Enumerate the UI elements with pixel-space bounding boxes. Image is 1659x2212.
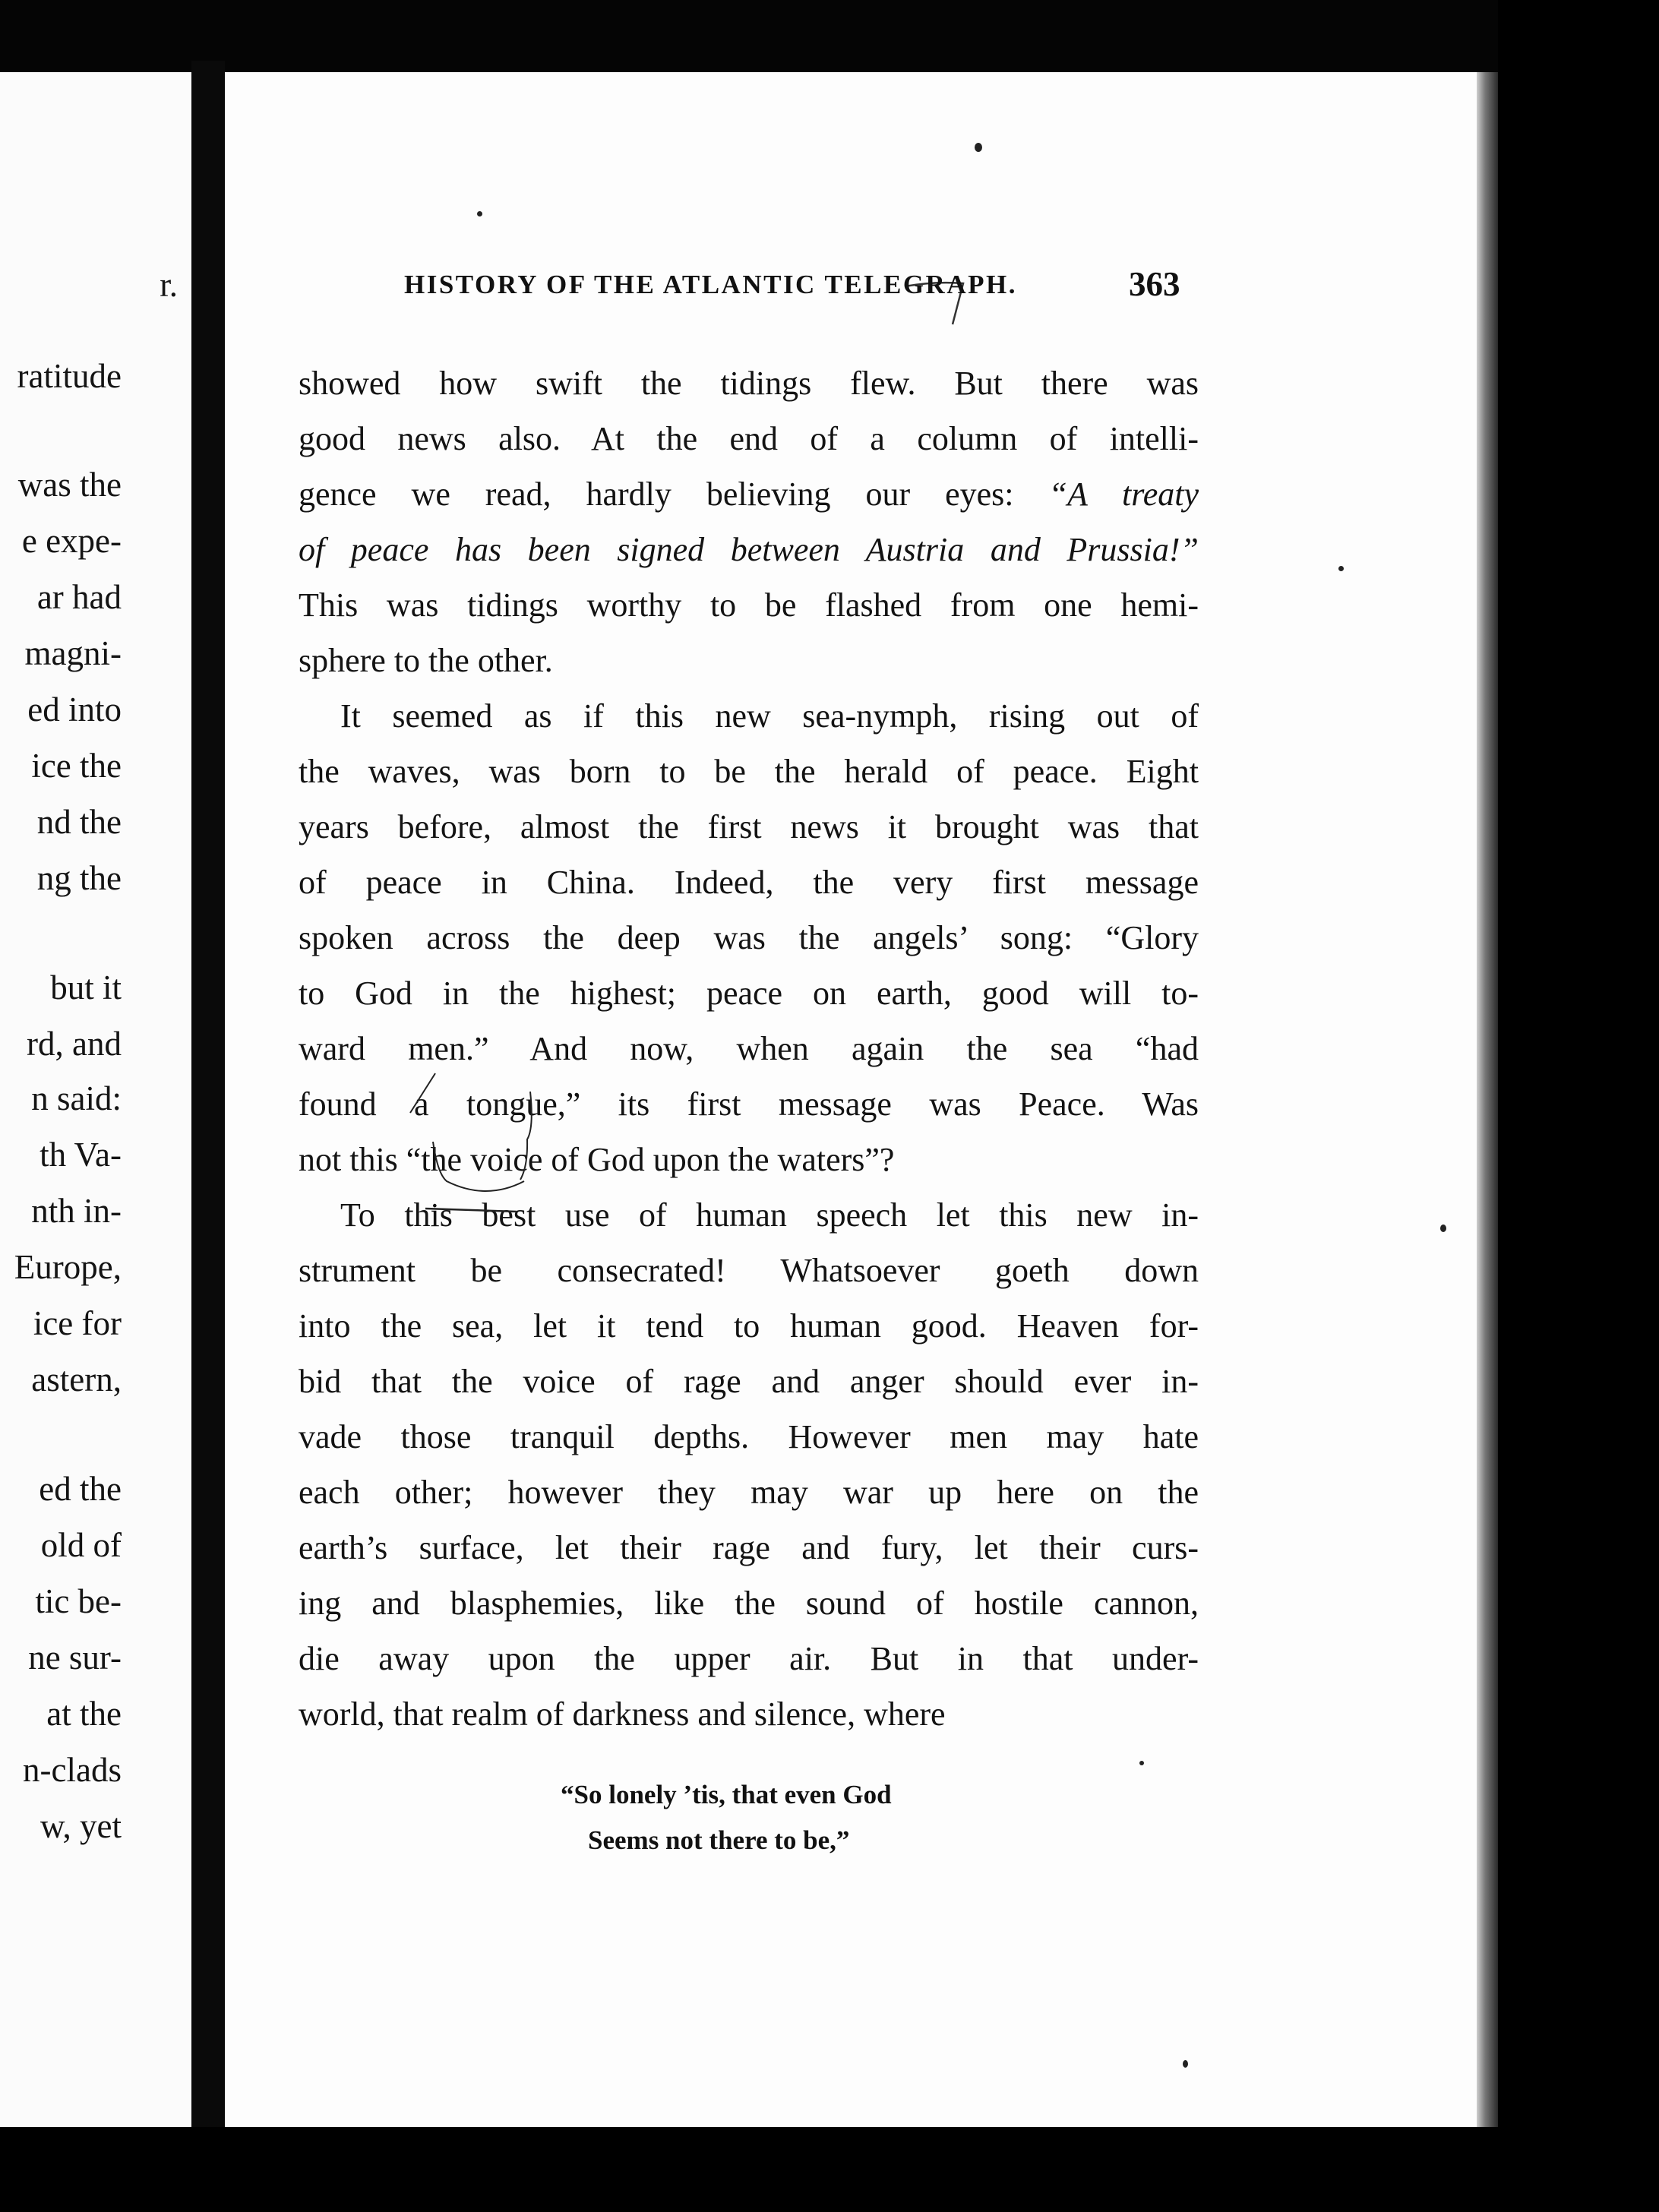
text-line: earth’s surface, let their rage and fury, let their curs-	[299, 1529, 1199, 1566]
left-page-fragment	[0, 971, 191, 1005]
left-page-fragment	[0, 690, 191, 728]
ink-speck	[1183, 2060, 1188, 2068]
fragment-text: n-clads	[23, 1751, 122, 1789]
fragment-text: magni-	[24, 634, 122, 672]
left-page-fragment	[0, 1079, 191, 1117]
left-page-fragment	[0, 1250, 191, 1285]
verse-quote	[561, 1772, 892, 1863]
pencil-annotation	[365, 1052, 592, 1227]
text-line: It seemed as if this new sea-nymph, rising out of	[340, 697, 1199, 735]
fragment-text: ar had	[36, 578, 122, 616]
fragment-text: nd the	[36, 803, 122, 841]
text-line: each other; however they may war up here on the	[299, 1474, 1199, 1511]
text-line: strument be consecrated! Whatsoever goeth down	[299, 1252, 1199, 1289]
fragment-text: r.	[160, 266, 178, 304]
book-gutter	[191, 61, 225, 2150]
page-edge-shadow	[1477, 72, 1498, 2142]
fragment-text: was the	[17, 466, 122, 504]
running-head: HISTORY OF THE ATLANTIC TELEGRAPH.	[404, 270, 1017, 299]
left-page-fragment	[0, 1809, 191, 1844]
text-line: years before, almost the first news it brought was that	[299, 808, 1199, 845]
fragment-text: ng the	[36, 859, 122, 897]
fragment-text: n said:	[31, 1079, 122, 1117]
left-page-fragment	[0, 580, 191, 615]
fragment-text: but it	[50, 969, 122, 1006]
left-page-fragment	[0, 1528, 191, 1563]
fragment-text: e expe-	[21, 522, 122, 560]
left-page-fragment	[0, 1360, 191, 1398]
left-page-fragment	[0, 524, 191, 558]
text-line: not this “the voice of God upon the waters”?	[299, 1141, 895, 1178]
left-page-fragment	[0, 1582, 191, 1620]
text-line: To this best use of human speech let this new in-	[340, 1196, 1199, 1234]
fragment-text: ne sur-	[28, 1638, 122, 1676]
ink-speck	[477, 211, 482, 216]
fragment-text: tic be-	[35, 1582, 122, 1620]
left-page-fragment	[0, 1304, 191, 1342]
fragment-text: rd, and	[27, 1025, 122, 1063]
text-line: bid that the voice of rage and anger should ever in-	[299, 1363, 1199, 1400]
fragment-text: w, yet	[40, 1807, 122, 1845]
fragment-text: ice the	[31, 747, 122, 785]
fragment-text: old of	[40, 1526, 122, 1564]
left-page-fragment	[0, 861, 191, 896]
left-page-fragment	[0, 1027, 191, 1061]
text-line: This was tidings worthy to be flashed from one hemi-	[299, 586, 1199, 624]
fragment-text: ed into	[27, 690, 122, 728]
text-line: ing and blasphemies, like the sound of hostile cannon,	[299, 1585, 1199, 1622]
left-page-fragment	[0, 468, 191, 502]
verse-line-2: Seems not there to be,”	[588, 1825, 850, 1855]
text-line: spoken across the deep was the angels’ song: “Glory	[299, 919, 1199, 956]
left-page-fragment	[0, 268, 191, 302]
verse-line-1: “So lonely ’tis, that even God	[561, 1780, 892, 1809]
fragment-text: ice for	[33, 1304, 122, 1342]
fragment-text: nth in-	[31, 1192, 122, 1230]
text-line: of peace has been signed between Austria and Prussia!”	[299, 531, 1199, 568]
scan-top-border	[0, 0, 1659, 72]
text-line: vade those tranquil depths. However men may hate	[299, 1418, 1199, 1455]
ink-speck	[1338, 566, 1344, 571]
left-page-fragment	[0, 1638, 191, 1676]
fragment-text: ed the	[39, 1470, 122, 1508]
left-page-fragment	[0, 634, 191, 672]
page-number: 363	[1129, 265, 1180, 303]
fragment-text: ratitude	[17, 357, 122, 395]
fragment-text: astern,	[31, 1360, 122, 1398]
fragment-text: th Va-	[40, 1136, 122, 1174]
ink-speck	[1440, 1224, 1446, 1232]
text-line: world, that realm of darkness and silence, where	[299, 1695, 946, 1733]
text-line: found a tongue,” its first message was Peace. Was	[299, 1085, 1199, 1123]
text-line: into the sea, let it tend to human good. Heaven for-	[299, 1307, 1199, 1345]
fragment-text: at the	[46, 1695, 122, 1733]
ink-speck	[1139, 1761, 1144, 1765]
ink-speck	[975, 143, 982, 152]
left-page-fragment	[0, 1194, 191, 1228]
text-line: gence we read, hardly believing our eyes: “A treaty	[299, 476, 1199, 513]
text-line: sphere to the other.	[299, 642, 553, 679]
text-line: the waves, was born to be the herald of peace. Eight	[299, 753, 1199, 790]
left-page-fragment	[0, 1472, 191, 1506]
text-line: of peace in China. Indeed, the very first message	[299, 864, 1199, 901]
italic-phrase: “A treaty	[1048, 476, 1199, 513]
left-page-fragment	[0, 1697, 191, 1731]
scan-bottom-border	[0, 2127, 1659, 2212]
text-line: ward men.” And now, when again the sea “had	[299, 1030, 1199, 1067]
left-page-fragment	[0, 359, 191, 393]
fragment-text: Europe,	[14, 1248, 122, 1286]
left-page-fragment	[0, 1753, 191, 1787]
left-page	[0, 72, 191, 2142]
scan-right-border	[1498, 0, 1659, 2212]
text-line: good news also. At the end of a column of intelli-	[299, 420, 1199, 457]
left-page-fragment	[0, 749, 191, 783]
text-line: die away upon the upper air. But in that under-	[299, 1640, 1199, 1677]
text-line: showed how swift the tidings flew. But there was	[299, 365, 1199, 402]
left-page-fragment	[0, 805, 191, 839]
left-page-fragment	[0, 1138, 191, 1172]
text-line: to God in the highest; peace on earth, good will to-	[299, 975, 1199, 1012]
